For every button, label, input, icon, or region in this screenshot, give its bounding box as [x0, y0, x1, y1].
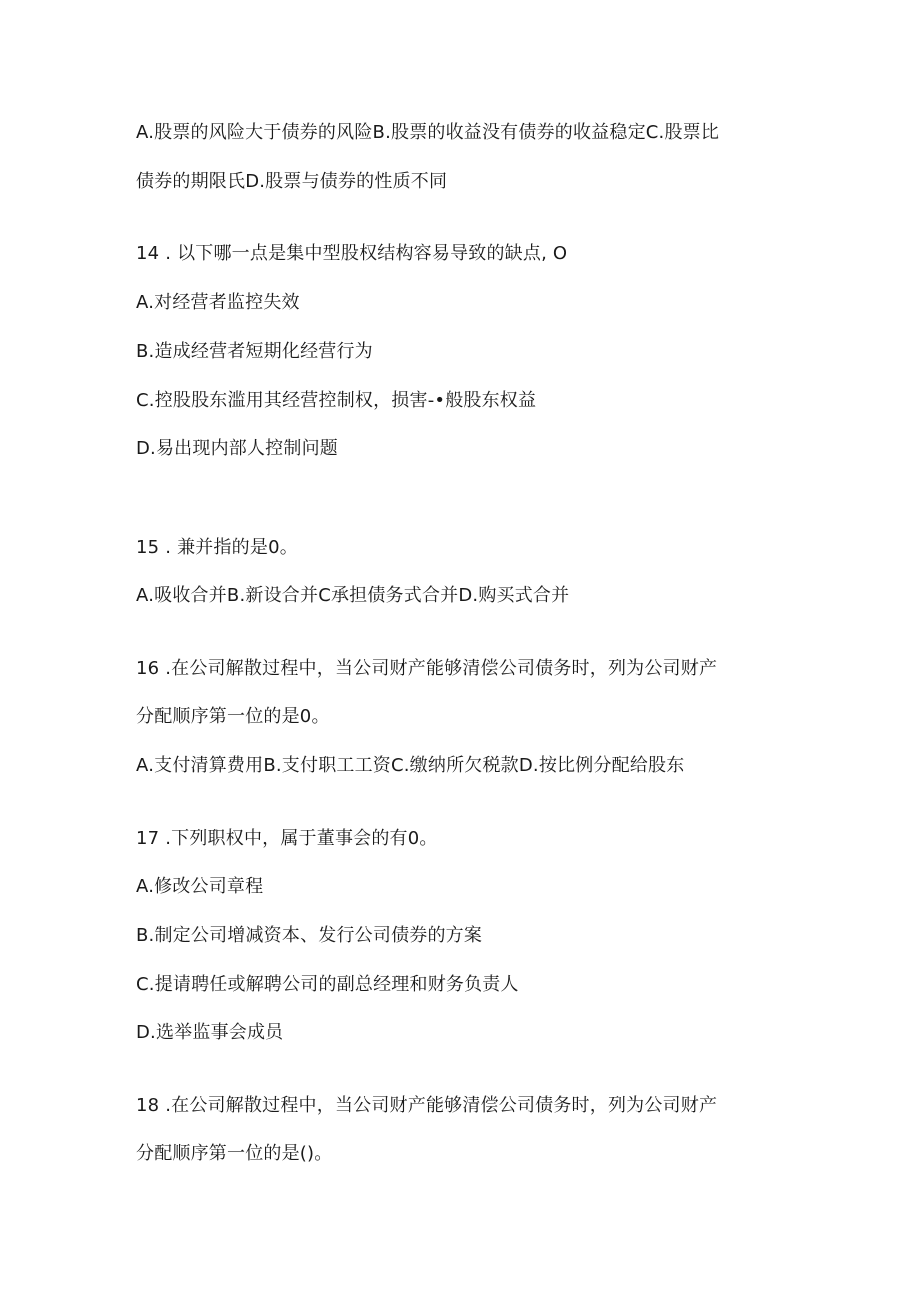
- q14-option-b: B.造成经营者短期化经营行为: [136, 341, 373, 362]
- q14-option-d: D.易出现内部人控制问题: [136, 438, 338, 459]
- q16-question-line-1: 16 .在公司解散过程中，当公司财产能够清偿公司债务时，列为公司财产: [136, 658, 718, 679]
- q17-question: 17 .下列职权中，属于董事会的有0。: [136, 828, 438, 849]
- q14-option-a: A.对经营者监控失效: [136, 292, 300, 313]
- q18-question-line-1: 18 .在公司解散过程中，当公司财产能够清偿公司债务时，列为公司财产: [136, 1095, 718, 1116]
- q15-question: 15 . 兼并指的是0。: [136, 537, 298, 558]
- q14-option-c: C.控股股东滥用其经营控制权，损害-•般股东权益: [136, 390, 537, 411]
- q16-question-line-2: 分配顺序第一位的是0。: [136, 706, 330, 727]
- q13-options-line-1: A.股票的风险大于债券的风险B.股票的收益没有债券的收益稳定C.股票比: [136, 122, 720, 143]
- q16-options: A.支付清算费用B.支付职工工资C.缴纳所欠税款D.按比例分配给股东: [136, 755, 685, 776]
- q15-options: A.吸收合并B.新设合并C承担债务式合并D.购买式合并: [136, 585, 570, 606]
- q17-option-c: C.提请聘任或解聘公司的副总经理和财务负责人: [136, 974, 519, 995]
- q13-options-line-2: 债券的期限氏D.股票与债券的性质不同: [136, 171, 448, 192]
- q17-option-b: B.制定公司增减资本、发行公司债券的方案: [136, 925, 483, 946]
- q17-option-a: A.修改公司章程: [136, 876, 264, 897]
- q18-question-line-2: 分配顺序第一位的是()。: [136, 1143, 333, 1164]
- q14-question: 14 . 以下哪一点是集中型股权结构容易导致的缺点, O: [136, 243, 568, 264]
- q17-option-d: D.选举监事会成员: [136, 1022, 284, 1043]
